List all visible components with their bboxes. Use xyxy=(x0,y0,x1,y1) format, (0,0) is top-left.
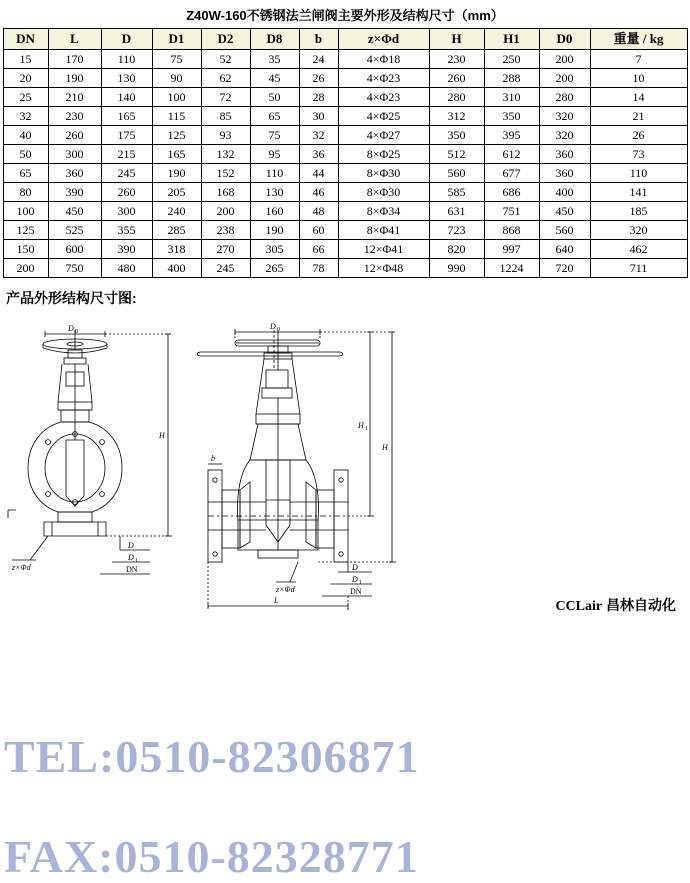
column-header-l: L xyxy=(48,29,101,50)
cell-d0: 640 xyxy=(539,240,590,259)
cell-dn: 50 xyxy=(3,145,48,164)
cell-dn: 20 xyxy=(3,69,48,88)
cell-d1: 190 xyxy=(152,164,201,183)
column-header-d: D xyxy=(101,29,152,50)
cell-d0: 560 xyxy=(539,221,590,240)
svg-text:L: L xyxy=(274,596,279,605)
cell-d1: 318 xyxy=(152,240,201,259)
page-title: Z40W-160不锈钢法兰闸阀主要外形及结构尺寸（mm） xyxy=(186,8,504,23)
drawing-area xyxy=(0,310,690,882)
column-header-dn: DN xyxy=(3,29,48,50)
table-row xyxy=(3,69,687,88)
table-row xyxy=(3,164,687,183)
cell-d1: 90 xyxy=(152,69,201,88)
cell-dn: 65 xyxy=(3,164,48,183)
cell-dn: 125 xyxy=(3,221,48,240)
cell-dn: 25 xyxy=(3,88,48,107)
svg-text:1: 1 xyxy=(365,426,368,432)
column-header-h1: H1 xyxy=(484,29,539,50)
cell-b: 24 xyxy=(299,50,338,69)
cell-b: 66 xyxy=(299,240,338,259)
watermark-fax: FAX:0510-82328771 xyxy=(4,831,419,882)
svg-text:0: 0 xyxy=(277,327,280,333)
cell-h: 350 xyxy=(429,126,484,145)
svg-text:D: D xyxy=(270,322,276,331)
cell-d0: 400 xyxy=(539,183,590,202)
svg-text:D: D xyxy=(352,563,358,572)
svg-text:1: 1 xyxy=(359,580,362,586)
cell-zxd: 8×Φ34 xyxy=(338,202,429,221)
table-row xyxy=(3,221,687,240)
cell-d0: 360 xyxy=(539,164,590,183)
cell-zxd: 4×Φ25 xyxy=(338,107,429,126)
cell-h: 990 xyxy=(429,259,484,278)
cell-h: 260 xyxy=(429,69,484,88)
table-row xyxy=(3,145,687,164)
table-row xyxy=(3,107,687,126)
cell-d: 300 xyxy=(101,202,152,221)
cell-d8: 190 xyxy=(250,221,299,240)
cell-d8: 35 xyxy=(250,50,299,69)
cell-d0: 200 xyxy=(539,69,590,88)
cell-d0: 200 xyxy=(539,50,590,69)
left-view-drawing xyxy=(8,324,172,574)
specification-table xyxy=(3,28,688,278)
cell-d0: 450 xyxy=(539,202,590,221)
cell-d: 390 xyxy=(101,240,152,259)
cell-dn: 32 xyxy=(3,107,48,126)
column-header-b: b xyxy=(299,29,338,50)
front-view-drawing xyxy=(197,322,396,610)
cell-d2: 270 xyxy=(201,240,250,259)
cell-l: 600 xyxy=(48,240,101,259)
table-body xyxy=(3,50,687,278)
cell-zxd: 8×Φ30 xyxy=(338,164,429,183)
cell-weight: 21 xyxy=(590,107,687,126)
cell-d1: 125 xyxy=(152,126,201,145)
cell-b: 28 xyxy=(299,88,338,107)
column-header-d8: D8 xyxy=(250,29,299,50)
cell-dn: 40 xyxy=(3,126,48,145)
cell-d2: 72 xyxy=(201,88,250,107)
cell-d: 480 xyxy=(101,259,152,278)
cell-d1: 115 xyxy=(152,107,201,126)
cell-h1: 310 xyxy=(484,88,539,107)
table-row xyxy=(3,88,687,107)
cell-zxd: 4×Φ23 xyxy=(338,69,429,88)
cell-d1: 100 xyxy=(152,88,201,107)
column-header-zxd: z×Φd xyxy=(338,29,429,50)
cell-b: 46 xyxy=(299,183,338,202)
cell-d2: 200 xyxy=(201,202,250,221)
svg-text:z×Φd: z×Φd xyxy=(276,585,295,594)
cell-l: 450 xyxy=(48,202,101,221)
svg-text:b: b xyxy=(211,454,215,463)
table-row xyxy=(3,50,687,69)
cell-d: 175 xyxy=(101,126,152,145)
cell-d8: 50 xyxy=(250,88,299,107)
cell-weight: 14 xyxy=(590,88,687,107)
cell-weight: 711 xyxy=(590,259,687,278)
cell-b: 30 xyxy=(299,107,338,126)
cell-h1: 997 xyxy=(484,240,539,259)
cell-h1: 250 xyxy=(484,50,539,69)
cell-weight: 73 xyxy=(590,145,687,164)
cell-zxd: 4×Φ23 xyxy=(338,88,429,107)
svg-text:DN: DN xyxy=(126,565,138,574)
cell-weight: 26 xyxy=(590,126,687,145)
column-header-d1: D1 xyxy=(152,29,201,50)
cell-d8: 130 xyxy=(250,183,299,202)
cell-b: 26 xyxy=(299,69,338,88)
cell-dn: 80 xyxy=(3,183,48,202)
cell-dn: 150 xyxy=(3,240,48,259)
svg-text:D: D xyxy=(128,553,134,562)
section-heading: 产品外形结构尺寸图: xyxy=(6,290,137,306)
column-header-weight: 重量 / kg xyxy=(590,29,687,50)
cell-d0: 320 xyxy=(539,126,590,145)
cell-d2: 132 xyxy=(201,145,250,164)
svg-text:DN: DN xyxy=(350,587,362,596)
cell-h1: 350 xyxy=(484,107,539,126)
brand-latin: CCLair xyxy=(555,599,603,614)
brand-footer xyxy=(555,595,676,615)
cell-zxd: 12×Φ41 xyxy=(338,240,429,259)
cell-d2: 245 xyxy=(201,259,250,278)
svg-text:H: H xyxy=(358,421,364,430)
cell-d2: 152 xyxy=(201,164,250,183)
cell-h1: 677 xyxy=(484,164,539,183)
cell-weight: 110 xyxy=(590,164,687,183)
cell-d1: 205 xyxy=(152,183,201,202)
cell-dn: 200 xyxy=(3,259,48,278)
cell-d: 165 xyxy=(101,107,152,126)
cell-weight: 462 xyxy=(590,240,687,259)
cell-b: 36 xyxy=(299,145,338,164)
cell-d2: 238 xyxy=(201,221,250,240)
table-header-row xyxy=(3,29,687,50)
cell-d0: 720 xyxy=(539,259,590,278)
cell-l: 750 xyxy=(48,259,101,278)
cell-h: 560 xyxy=(429,164,484,183)
cell-d1: 400 xyxy=(152,259,201,278)
cell-dn: 15 xyxy=(3,50,48,69)
cell-zxd: 12×Φ48 xyxy=(338,259,429,278)
cell-zxd: 8×Φ41 xyxy=(338,221,429,240)
cell-h1: 868 xyxy=(484,221,539,240)
cell-d2: 62 xyxy=(201,69,250,88)
svg-text:D: D xyxy=(128,541,134,550)
table-row xyxy=(3,240,687,259)
svg-text:D: D xyxy=(352,575,358,584)
table-row xyxy=(3,126,687,145)
cell-d0: 360 xyxy=(539,145,590,164)
cell-h: 723 xyxy=(429,221,484,240)
cell-d8: 160 xyxy=(250,202,299,221)
table-row xyxy=(3,259,687,278)
cell-d: 130 xyxy=(101,69,152,88)
valve-dimension-drawings xyxy=(0,310,690,620)
cell-zxd: 4×Φ18 xyxy=(338,50,429,69)
svg-text:H: H xyxy=(159,431,165,440)
cell-h: 280 xyxy=(429,88,484,107)
cell-h: 585 xyxy=(429,183,484,202)
cell-d8: 265 xyxy=(250,259,299,278)
cell-h: 230 xyxy=(429,50,484,69)
cell-d: 215 xyxy=(101,145,152,164)
cell-weight: 141 xyxy=(590,183,687,202)
cell-l: 390 xyxy=(48,183,101,202)
cell-h: 312 xyxy=(429,107,484,126)
cell-b: 32 xyxy=(299,126,338,145)
svg-text:1: 1 xyxy=(135,558,138,564)
cell-h1: 288 xyxy=(484,69,539,88)
cell-l: 300 xyxy=(48,145,101,164)
cell-dn: 100 xyxy=(3,202,48,221)
cell-l: 170 xyxy=(48,50,101,69)
cell-l: 360 xyxy=(48,164,101,183)
table-row xyxy=(3,202,687,221)
cell-l: 210 xyxy=(48,88,101,107)
cell-d: 110 xyxy=(101,50,152,69)
cell-h: 820 xyxy=(429,240,484,259)
cell-d0: 320 xyxy=(539,107,590,126)
cell-d: 355 xyxy=(101,221,152,240)
cell-weight: 185 xyxy=(590,202,687,221)
cell-d2: 93 xyxy=(201,126,250,145)
cell-h1: 612 xyxy=(484,145,539,164)
cell-zxd: 8×Φ30 xyxy=(338,183,429,202)
cell-d1: 75 xyxy=(152,50,201,69)
cell-l: 525 xyxy=(48,221,101,240)
cell-l: 230 xyxy=(48,107,101,126)
cell-d1: 285 xyxy=(152,221,201,240)
cell-h: 631 xyxy=(429,202,484,221)
cell-d2: 52 xyxy=(201,50,250,69)
svg-text:D: D xyxy=(68,324,74,333)
cell-d8: 65 xyxy=(250,107,299,126)
column-header-d2: D2 xyxy=(201,29,250,50)
cell-d1: 240 xyxy=(152,202,201,221)
cell-d8: 45 xyxy=(250,69,299,88)
cell-d1: 165 xyxy=(152,145,201,164)
cell-b: 78 xyxy=(299,259,338,278)
column-header-d0: D0 xyxy=(539,29,590,50)
cell-d: 260 xyxy=(101,183,152,202)
cell-d8: 110 xyxy=(250,164,299,183)
table-row xyxy=(3,183,687,202)
cell-d0: 280 xyxy=(539,88,590,107)
svg-text:0: 0 xyxy=(75,329,78,335)
cell-d2: 168 xyxy=(201,183,250,202)
cell-weight: 10 xyxy=(590,69,687,88)
cell-l: 190 xyxy=(48,69,101,88)
cell-zxd: 4×Φ27 xyxy=(338,126,429,145)
cell-b: 48 xyxy=(299,202,338,221)
brand-chinese: 昌林自动化 xyxy=(606,597,676,613)
svg-text:z×Φd: z×Φd xyxy=(12,563,31,572)
cell-h1: 686 xyxy=(484,183,539,202)
cell-h: 512 xyxy=(429,145,484,164)
svg-text:H: H xyxy=(382,443,388,452)
cell-d8: 305 xyxy=(250,240,299,259)
cell-zxd: 8×Φ25 xyxy=(338,145,429,164)
cell-weight: 320 xyxy=(590,221,687,240)
cell-weight: 7 xyxy=(590,50,687,69)
cell-d: 140 xyxy=(101,88,152,107)
cell-l: 260 xyxy=(48,126,101,145)
cell-h1: 395 xyxy=(484,126,539,145)
cell-h1: 1224 xyxy=(484,259,539,278)
cell-b: 44 xyxy=(299,164,338,183)
cell-d: 245 xyxy=(101,164,152,183)
cell-d8: 95 xyxy=(250,145,299,164)
watermark-telephone: TEL:0510-82306871 xyxy=(4,731,420,782)
column-header-h: H xyxy=(429,29,484,50)
cell-d2: 85 xyxy=(201,107,250,126)
cell-h1: 751 xyxy=(484,202,539,221)
cell-b: 60 xyxy=(299,221,338,240)
cell-d8: 75 xyxy=(250,126,299,145)
